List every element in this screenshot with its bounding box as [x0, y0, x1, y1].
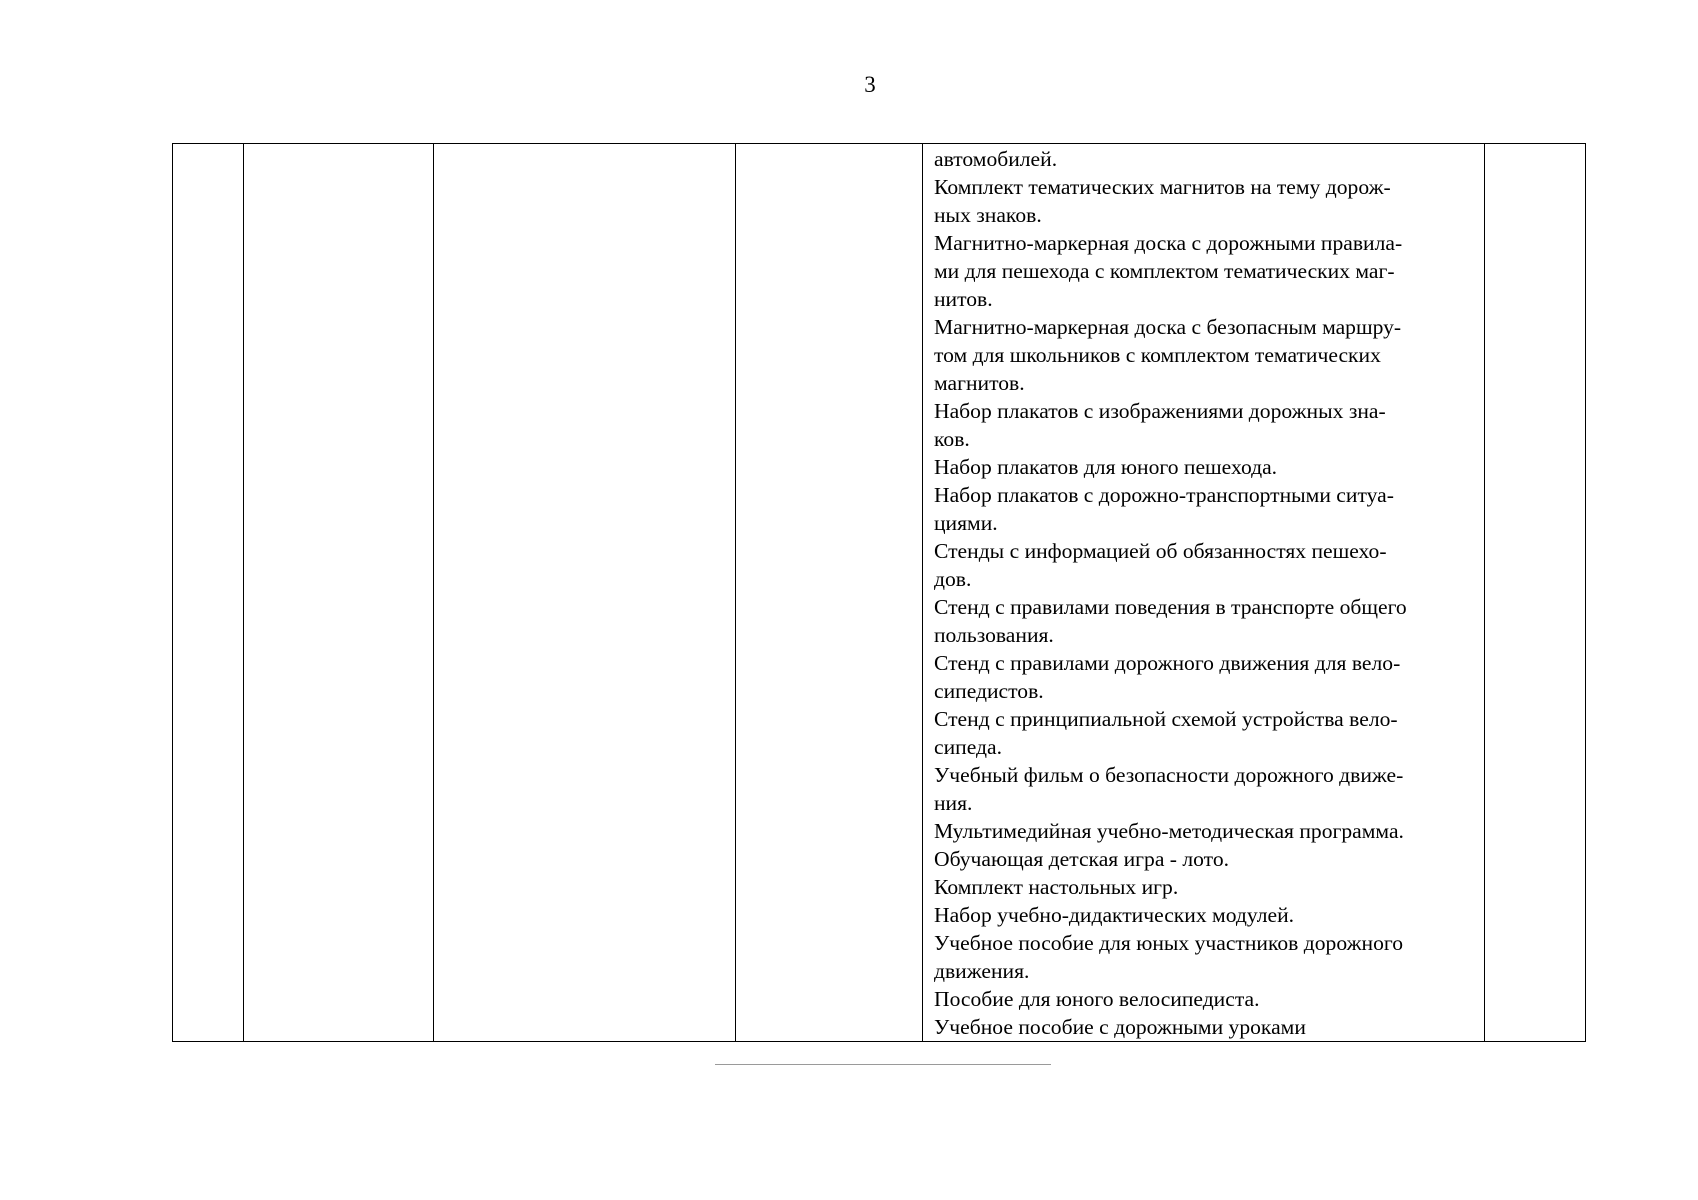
list-item-line: сипедистов. — [934, 679, 1044, 703]
list-item-line: Набор плакатов с изображениями дорожных зна- — [934, 399, 1386, 423]
list-item-line: Учебный фильм о безопасности дорожного движе- — [934, 763, 1404, 787]
list-item-line: Магнитно-маркерная доска с дорожными правила- — [934, 231, 1403, 255]
list-item-line: Набор плакатов с дорожно-транспортными ситуа- — [934, 483, 1394, 507]
equipment-list — [934, 145, 1474, 1041]
list-item-line: ных знаков. — [934, 203, 1042, 227]
list-item-line: движения. — [934, 959, 1030, 983]
list-item-line: Учебное пособие с дорожными уроками — [934, 1015, 1306, 1039]
number-cell — [173, 144, 244, 1042]
list-item-line: циями. — [934, 511, 998, 535]
list-item-line: Мультимедийная учебно-методическая программа. — [934, 819, 1404, 843]
empty-cell-6 — [1485, 144, 1586, 1042]
empty-cell-2 — [244, 144, 434, 1042]
list-item-line: дов. — [934, 567, 972, 591]
list-item-line: Комплект настольных игр. — [934, 875, 1179, 899]
footnote-separator — [715, 1064, 1051, 1065]
list-item-line: пользования. — [934, 623, 1054, 647]
equipment-list-cell — [923, 144, 1485, 1042]
list-item-line: автомобилей. — [934, 147, 1058, 171]
list-item-line: Набор плакатов для юного пешехода. — [934, 455, 1278, 479]
list-item-line: том для школьников с комплектом тематических — [934, 343, 1381, 367]
empty-cell-3 — [434, 144, 736, 1042]
list-item-line: Стенд с правилами поведения в транспорте общего — [934, 595, 1407, 619]
list-item-line: Стенд с принципиальной схемой устройства вело- — [934, 707, 1398, 731]
list-item-line: магнитов. — [934, 371, 1025, 395]
list-item-line: Пособие для юного велосипедиста. — [934, 987, 1260, 1011]
list-item-line: нитов. — [934, 287, 993, 311]
list-item-line: ков. — [934, 427, 970, 451]
list-item-line: Обучающая детская игра - лото. — [934, 847, 1230, 871]
equipment-table — [172, 143, 1586, 1042]
list-item-line: ми для пешехода с комплектом тематических маг- — [934, 259, 1395, 283]
list-item-line: Стенды с информацией об обязанностях пешехо- — [934, 539, 1387, 563]
list-item-line: Учебное пособие для юных участников дорожного — [934, 931, 1403, 955]
list-item-line: ния. — [934, 791, 973, 815]
list-item-line: Комплект тематических магнитов на тему дорож- — [934, 175, 1391, 199]
list-item-line: Магнитно-маркерная доска с безопасным маршру- — [934, 315, 1402, 339]
list-item-line: Стенд с правилами дорожного движения для вело- — [934, 651, 1401, 675]
list-item-line: Набор учебно-дидактических модулей. — [934, 903, 1295, 927]
list-item-line: сипеда. — [934, 735, 1002, 759]
table-row — [173, 144, 1586, 1042]
empty-cell-4 — [736, 144, 923, 1042]
page-number: 3 — [864, 72, 876, 97]
